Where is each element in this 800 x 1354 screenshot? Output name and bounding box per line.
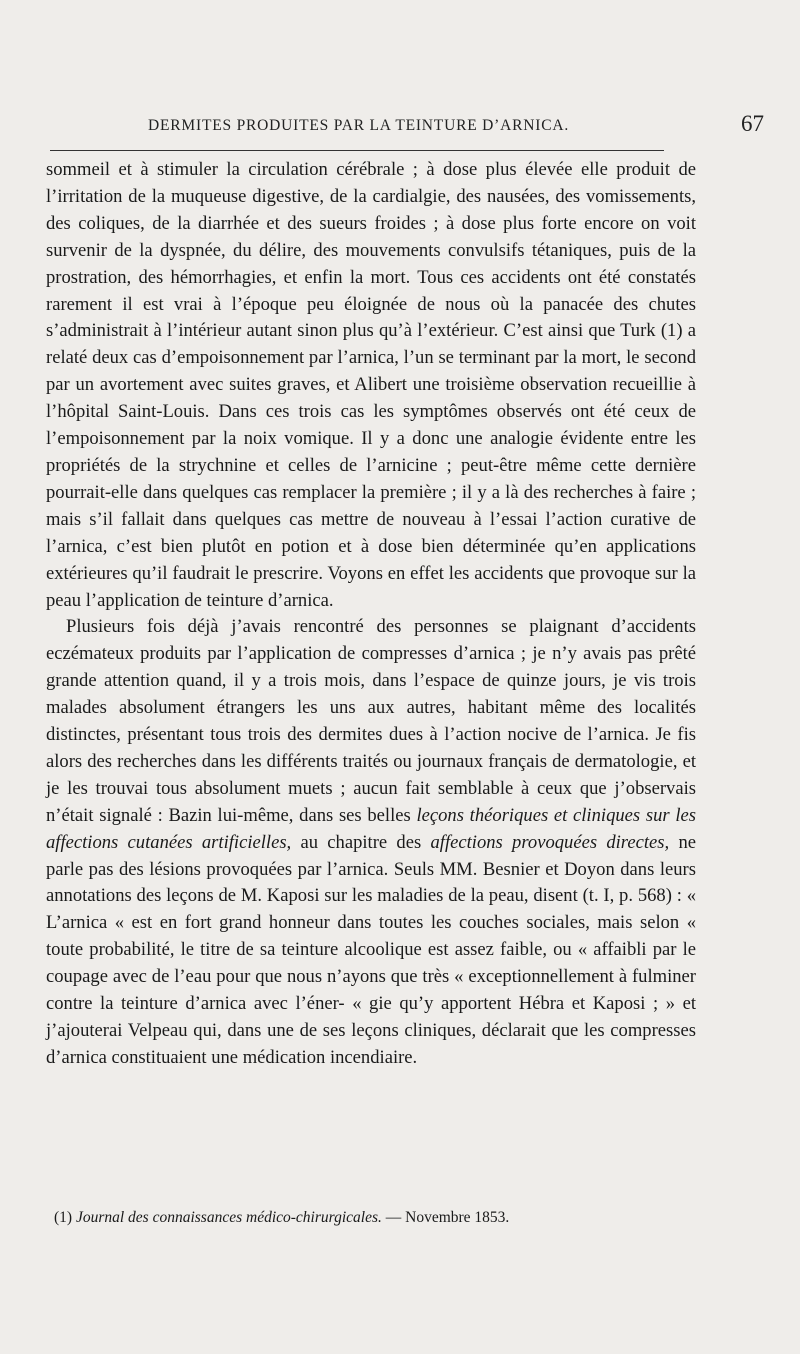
paragraph-2-part-a: Plusieurs fois déjà j’avais rencontré des personnes se plaignant d’accidents eczémateux produits par l’application de compresses d’arnica ; je n’y avais pas prêté grande attention quand, il y a trois mois, dans l’espace de quinze jours, je vis trois malades absolument étrangers les uns aux autres, habitant même des localités distinctes, présentant tous trois des dermites dues à l’action nocive de l’arnica. Je fis alors des recherches dans les différents traités ou journaux français de dermatologie, et je les trouvai tous absolument muets ; aucun fait semblable à ceux que j’observais n’était signalé : Bazin lui-même, dans ses belles — [46, 616, 696, 826]
footnote — [54, 1209, 694, 1227]
footnote-journal-title: Journal des connaissances médico-chirurgicales. — [75, 1209, 382, 1226]
running-title: DERMITES PRODUITES PAR LA TEINTURE D’ARNICA. — [148, 117, 569, 134]
paragraph-2-part-b: au chapitre des — [300, 831, 422, 853]
paragraph-1: sommeil et à stimuler la circulation cérébrale ; à dose plus élevée elle produit de l’irritation de la muqueuse digestive, de la cardialgie, des nausées, des vomissements, des coliques, de la diarrhée et des sueurs froides ; à dose plus forte encore on voit survenir de la dyspnée, du délire, des mouvements convulsifs tétaniques, puis de la prostration, des hémorrhagies, et enfin la mort. Tous ces accidents ont été constatés rarement il est vrai à l’époque peu éloignée de nous où la panacée des chutes s’administrait à l’intérieur autant sinon plus qu’à l’extérieur. C’est ainsi que Turk (1) a relaté deux cas d’empoisonnement par l’arnica, l’un se terminant par la mort, le second par un avortement avec suites graves, et Alibert une troisième observation recueillie à l’hôpital Saint-Louis. Dans ces trois cas les symptômes observés ont été ceux de l’empoisonnement par la noix vomique. Il y a donc une analogie évidente entre les propriétés de la strychnine et celles de l’arnicine ; peut-être même cette dernière pourrait-elle dans quelques cas remplacer la première ; il y a là des recherches à faire ; mais s’il fallait dans quelques cas mettre de nouveau à l’essai l’action curative de l’arnica, c’est bien plutôt en potion et à dose bien déterminée qu’en applications extérieures qu’il faudrait le prescrire. Voyons en effet les accidents que provoque sur la peau l’application de teinture d’arnica. — [46, 159, 696, 611]
page-number: 67 — [741, 111, 764, 136]
chapter-title-italic: affections provoquées directes, — [430, 831, 670, 853]
paragraph-2-part-c: ne parle pas des lésions provoquées par l’arnica. Seuls MM. Besnier et Doyon dans leurs annotations des leçons de M. Kaposi sur les maladies de la peau, disent (t. I, p. 568) : « L’arnica « est en fort grand honneur dans toutes les couches sociales, mais selon « toute probabilité, le titre de sa teinture alcoolique est assez faible, ou « affaibli par le coupage avec de l’eau pour que nous n’ayons que très « exceptionnellement à fulminer contre la teinture d’arnica avec l’éner- « gie qu’y apportent Hébra et Kaposi ; » et j’ajouterai Velpeau qui, dans une de ses leçons cliniques, déclarait que les compresses d’arnica constituaient une médication incendiaire. — [46, 831, 696, 1068]
footnote-date: — Novembre 1853. — [385, 1209, 510, 1226]
header-rule — [50, 150, 664, 151]
page-header — [45, 111, 770, 143]
footnote-marker: (1) — [54, 1209, 73, 1226]
paragraph-2 — [46, 614, 696, 1071]
body-text — [46, 157, 696, 1072]
book-title-italic: leçons théoriques et cliniques sur les affections cutanées artificielles, — [46, 804, 696, 853]
